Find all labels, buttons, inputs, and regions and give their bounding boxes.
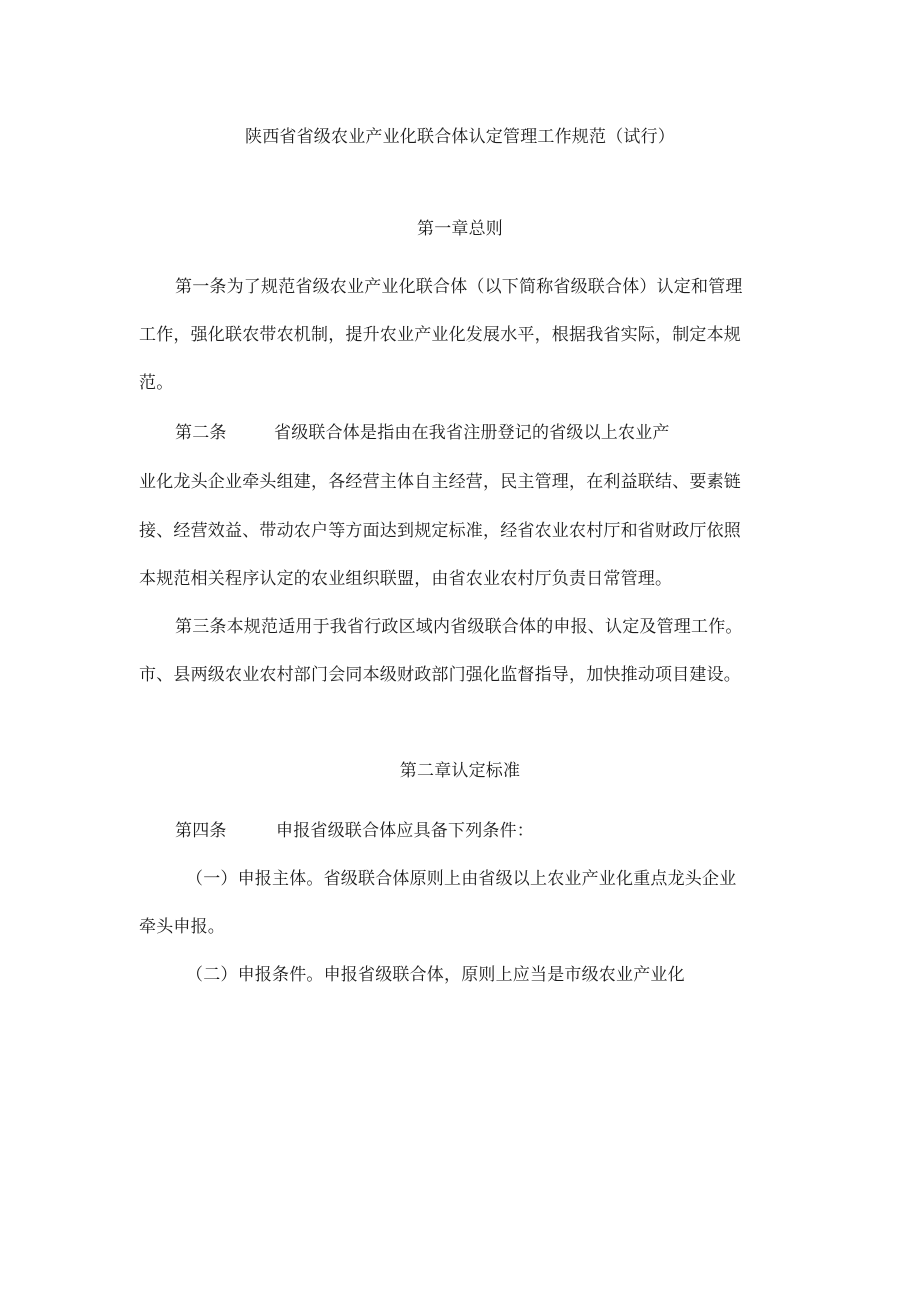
article-1-line-3: 范。 [139,373,174,393]
document-title: 陕西省省级农业产业化联合体认定管理工作规范（试行） [245,127,675,147]
article-2-line-4: 本规范相关程序认定的农业组织联盟，由省农业农村厅负责日常管理。 [139,569,673,589]
article-1-line-2: 工作，强化联农带农机制，提升农业产业化发展水平，根据我省实际，制定本规 [139,325,741,345]
article-2-label: 第二条 [175,423,227,443]
article-4-label: 第四条 [175,821,227,841]
article-4-text: 申报省级联合体应具备下列条件： [276,821,534,841]
article-3-line-2: 市、县两级农业农村部门会同本级财政部门强化监督指导，加快推动项目建设。 [139,665,741,685]
item-1-line-1: （一）申报主体。省级联合体原则上由省级以上农业产业化重点龙头企业 [186,869,737,889]
item-2-line-1: （二）申报条件。申报省级联合体，原则上应当是市级农业产业化 [186,965,685,985]
article-2-line-3: 接、经营效益、带动农户等方面达到规定标准，经省农业农村厅和省财政厅依照 [139,521,741,541]
chapter-1-heading: 第一章总则 [417,219,503,239]
item-1-line-2: 牵头申报。 [139,917,225,937]
article-2-line-2: 业化龙头企业牵头组建，各经营主体自主经营，民主管理，在利益联结、要素链 [139,472,741,492]
chapter-2-heading: 第二章认定标准 [399,761,521,781]
article-3-line-1: 第三条本规范适用于我省行政区域内省级联合体的申报、认定及管理工作。 [175,617,743,637]
article-2-line-1: 省级联合体是指由在我省注册登记的省级以上农业产 [274,423,670,443]
article-1-line-1: 第一条为了规范省级农业产业化联合体（以下简称省级联合体）认定和管理 [175,277,743,297]
